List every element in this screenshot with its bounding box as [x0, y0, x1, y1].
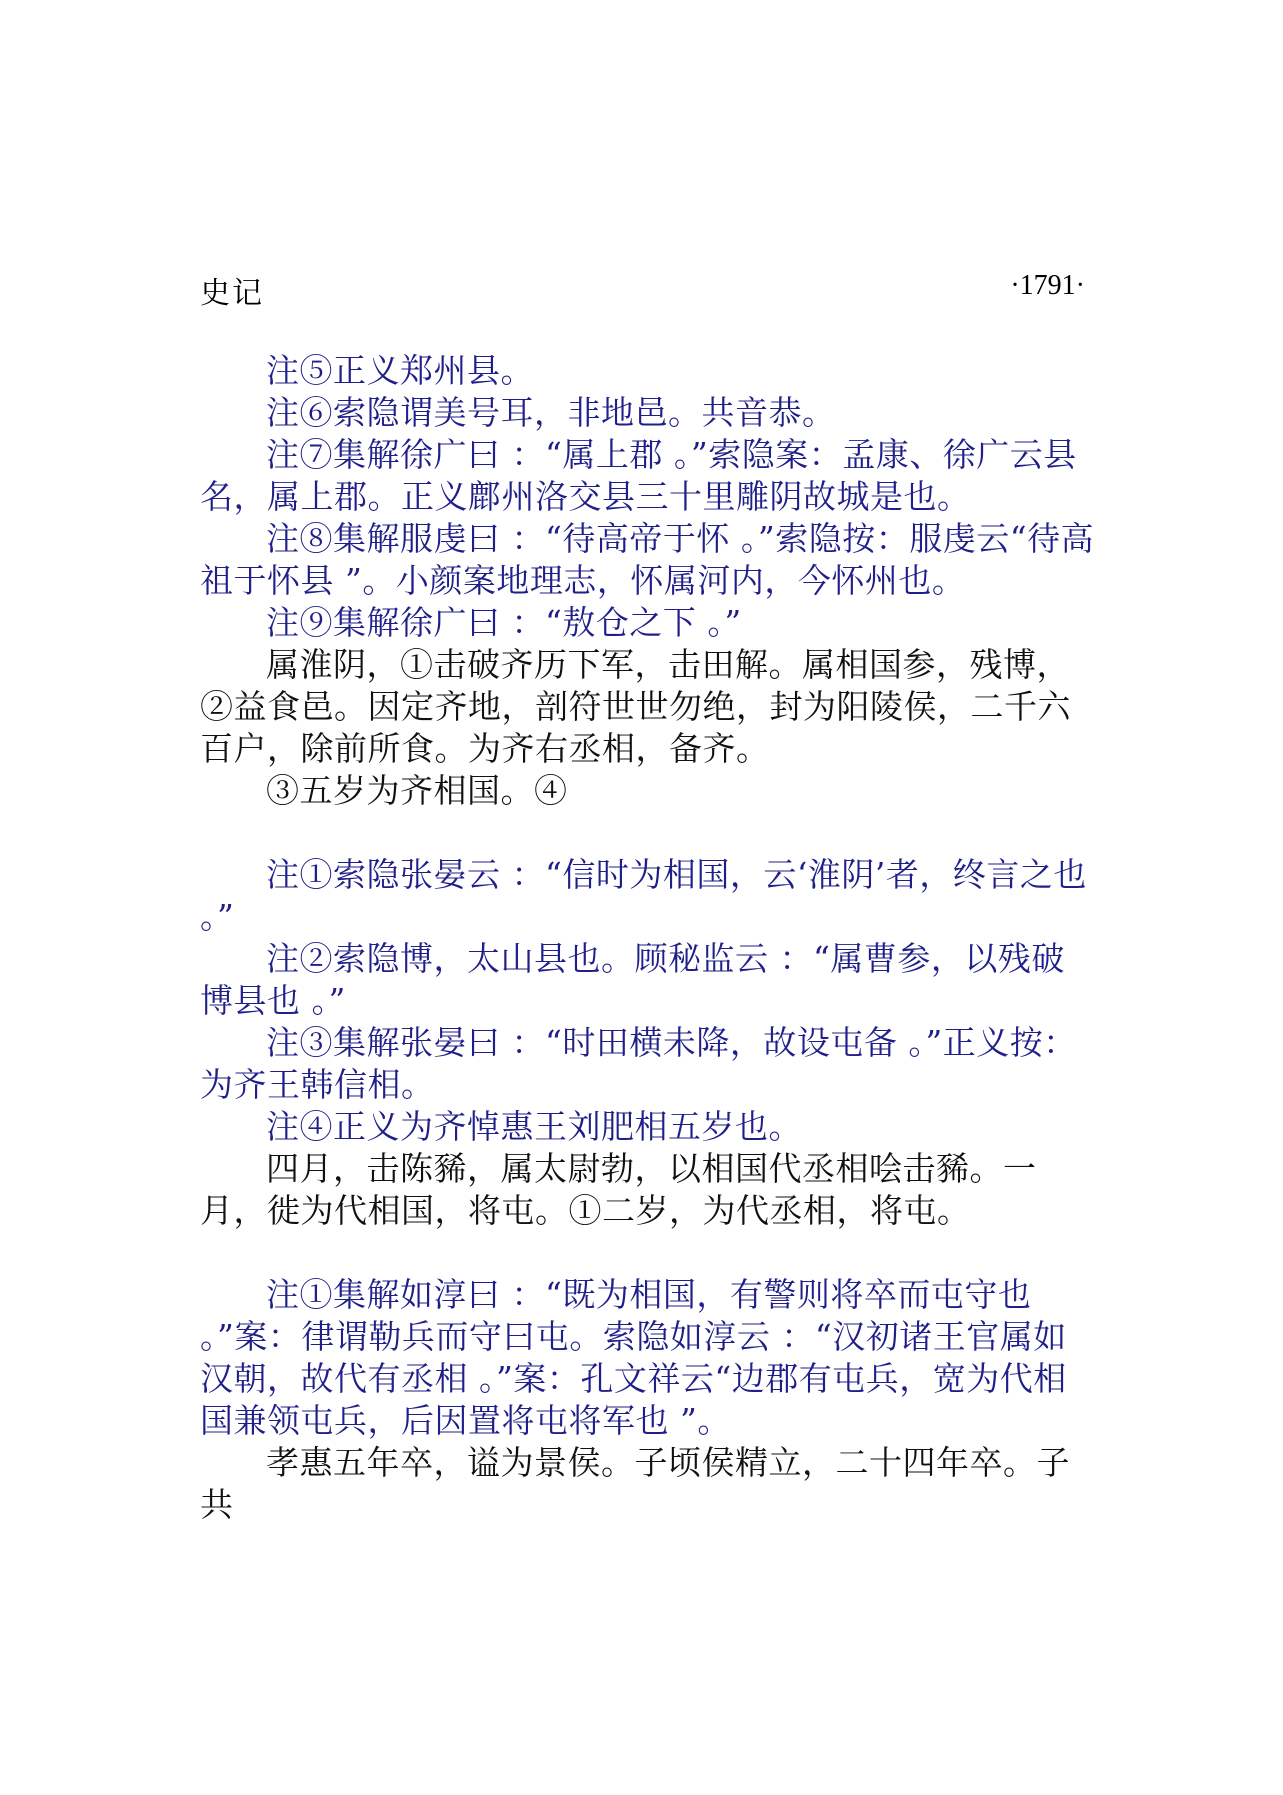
annotation-paragraph: 注⑤正义郑州县。 [266, 351, 534, 390]
main-text-paragraph: 四月，击陈豨，属太尉勃，以相国代丞相哙击豨。一月，徙为代相国，将屯。①二岁，为代丞相，将屯。 [200, 1149, 1037, 1230]
annotation-paragraph: 注①索隐张晏云 ：“信时为相国，云‘淮阴’者，终言之也 。” [200, 855, 1087, 936]
annotation-paragraph: 注①集解如淳曰 ：“既为相国，有警则将卒而屯守也 。”案：律谓勒兵而守曰屯。索隐如淳云 ：“汉初诸王官属如汉朝，故代有丞相 。”案：孔文祥云“边郡有屯兵，宽为代相国兼领屯兵，后因置将屯将军也 ”。 [200, 1275, 1067, 1440]
main-text-paragraph: 孝惠五年卒，谥为景侯。子顷侯精立，二十四年卒。子共 [200, 1443, 1070, 1524]
annotation-paragraph: 注⑧集解服虔曰 ：“待高帝于怀 。”索隐按：服虔云“待高祖于怀县 ”。小颜案地理志，怀属河内，今怀州也。 [200, 519, 1095, 600]
paragraph-gap [200, 1232, 1095, 1274]
annotation-paragraph: 注③集解张晏曰 ：“时田横未降，故设屯备 。”正义按：为齐王韩信相。 [200, 1023, 1077, 1104]
annotation-paragraph: 注⑦集解徐广曰 ：“属上郡 。”索隐案：孟康、徐广云县名，属上郡。正义鄜州洛交县三十里雕阴故城是也。 [200, 435, 1077, 516]
page-number: ·1791· [1010, 270, 1085, 301]
annotation-paragraph: 注⑥索隐谓美号耳，非地邑。共音恭。 [266, 393, 836, 432]
main-text-paragraph: ③五岁为齐相国。④ [266, 771, 568, 810]
annotation-paragraph: 注⑨集解徐广曰 ：“敖仓之下 。” [266, 603, 742, 642]
book-title: 史记 [200, 276, 264, 311]
annotation-paragraph: 注②索隐博，太山县也。顾秘监云 ：“属曹参，以残破博县也 。” [200, 939, 1065, 1020]
paragraph-gap [200, 812, 1095, 854]
page-header [200, 268, 1085, 312]
annotation-paragraph: 注④正义为齐悼惠王刘肥相五岁也。 [266, 1107, 802, 1146]
main-text-paragraph: 属淮阴，①击破齐历下军，击田解。属相国参，残博，②益食邑。因定齐地，剖符世世勿绝，封为阳陵侯，二千六百户，除前所食。为齐右丞相，备齐。 [200, 645, 1071, 768]
body-text [200, 350, 1095, 1526]
